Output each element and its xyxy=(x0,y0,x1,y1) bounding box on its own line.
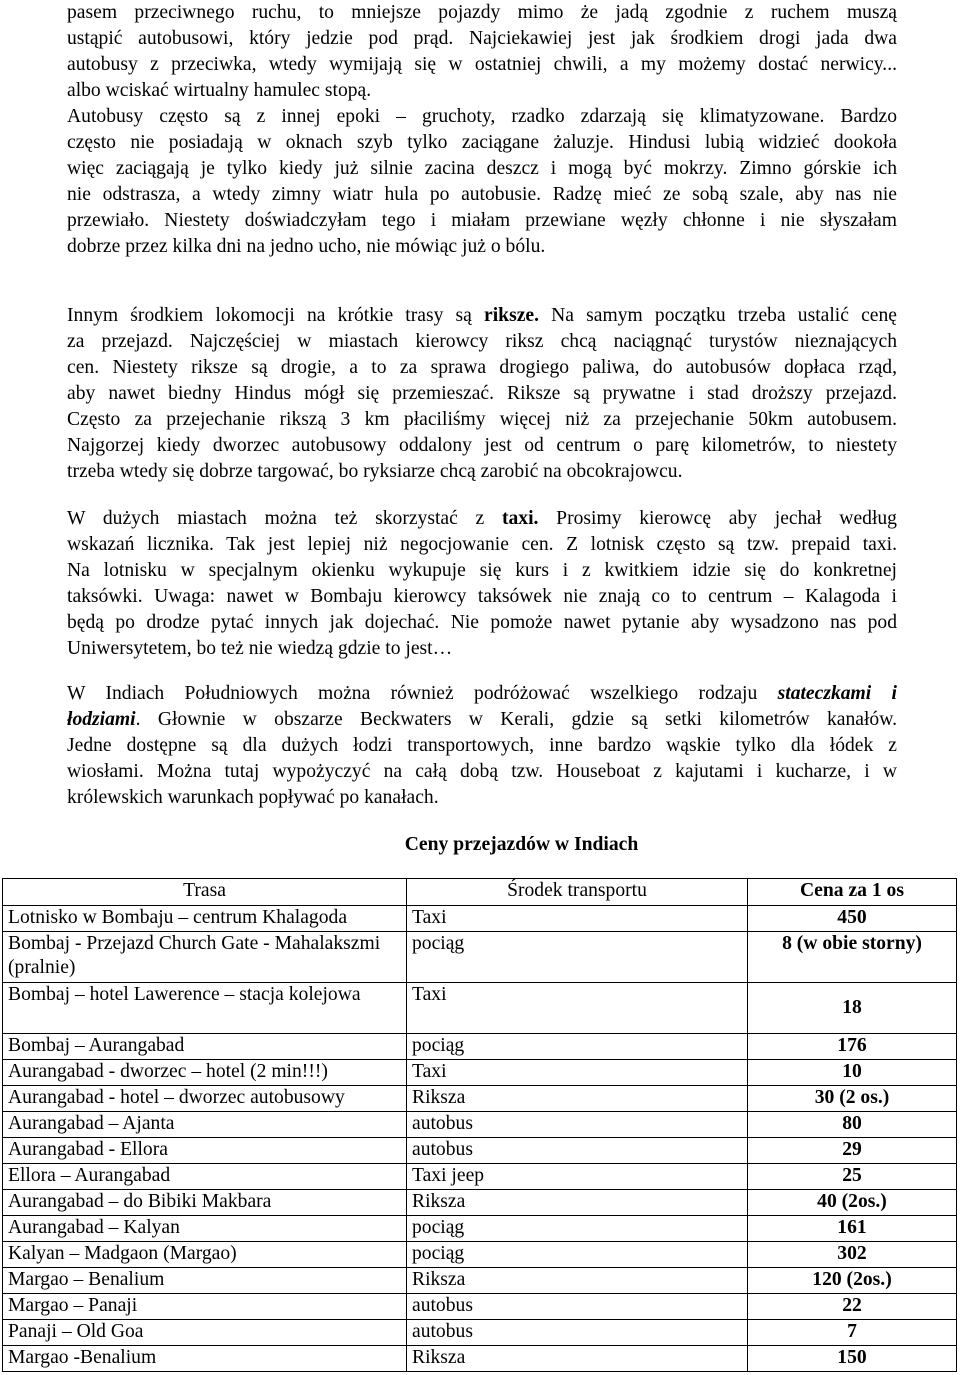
transport-cell: Taxi xyxy=(407,1060,748,1086)
text-line xyxy=(67,681,897,707)
price-cell: 176 xyxy=(748,1034,957,1060)
price-cell: 302 xyxy=(748,1242,957,1268)
text-line: królewskich warunkach popływać po kanałach. xyxy=(67,787,439,808)
text-line: Autobusy często są z innej epoki – gruchoty, rzadko zdarzają się klimatyzowane. Bardzo xyxy=(67,106,897,127)
table-row xyxy=(3,1190,957,1216)
price-cell: 22 xyxy=(748,1294,957,1320)
transport-cell: Riksza xyxy=(407,1346,748,1372)
text-line: albo wciskać wirtualny hamulec stopą. xyxy=(67,80,372,101)
route-cell: Aurangabad – Kalyan xyxy=(3,1216,407,1242)
text-span: Na samym początku trzeba ustalić cenę xyxy=(539,305,897,326)
header-route: Trasa xyxy=(3,879,407,906)
transport-cell: pociąg xyxy=(407,1034,748,1060)
text-line: często nie posiadają w oknach szyb tylko zaciągane żaluzje. Hindusi lubią widzieć dookoła xyxy=(67,132,897,153)
route-cell: Ellora – Aurangabad xyxy=(3,1164,407,1190)
transport-cell: Riksza xyxy=(407,1268,748,1294)
transport-cell: Taxi jeep xyxy=(407,1164,748,1190)
table-row xyxy=(3,932,957,983)
route-cell: Aurangabad - Ellora xyxy=(3,1138,407,1164)
route-cell: Aurangabad - hotel – dworzec autobusowy xyxy=(3,1086,407,1112)
table-row xyxy=(3,1086,957,1112)
price-cell: 29 xyxy=(748,1138,957,1164)
text-line: przewiało. Niestety doświadczyłam tego i miałam przewiane węzły chłonne i nie słyszałam xyxy=(67,210,897,231)
text-line xyxy=(67,707,897,733)
paragraph-taxi xyxy=(67,506,897,662)
text-line xyxy=(67,303,897,329)
price-cell: 30 (2 os.) xyxy=(748,1086,957,1112)
keyword-lodziami: łodziami xyxy=(67,709,136,730)
route-cell: Aurangabad – Ajanta xyxy=(3,1112,407,1138)
header-price: Cena za 1 os xyxy=(748,879,957,906)
paragraph-boats xyxy=(67,681,897,811)
text-line: ustąpić autobusowi, który jedzie pod prąd. Najciekawiej jest jak środkiem drogi jada dwa xyxy=(67,28,897,49)
text-line: Często za przejechanie rikszą 3 km płaciliśmy więcej niż za przejechanie 50km autobusem. xyxy=(67,409,897,430)
price-cell: 7 xyxy=(748,1320,957,1346)
paragraph-rickshaws xyxy=(67,303,897,485)
text-line: wskazań licznika. Tak jest lepiej niż negocjowanie cen. Z lotnisk często są tzw. prepaid taxi. xyxy=(67,534,897,555)
price-cell: 80 xyxy=(748,1112,957,1138)
keyword-stateczkami: stateczkami i xyxy=(777,683,897,704)
table-title: Ceny przejazdów w Indiach xyxy=(404,834,639,855)
price-cell: 8 (w obie storny) xyxy=(748,932,957,983)
price-cell: 161 xyxy=(748,1216,957,1242)
header-transport: Środek transportu xyxy=(407,879,748,906)
table-row xyxy=(3,1216,957,1242)
text-line: trzeba wtedy się dobrze targować, bo ryksiarze chcą zarobić na obcokrajowcu. xyxy=(67,461,683,482)
text-line: Na lotnisku w specjalnym okienku wykupuje się kurs i z kwitkiem idzie się do konkretnej xyxy=(67,560,897,581)
route-cell: Margao – Panaji xyxy=(3,1294,407,1320)
text-line: wiosłami. Można tutaj wypożyczyć na całą dobą tzw. Houseboat z kajutami i kucharze, i w xyxy=(67,761,897,782)
table-row xyxy=(3,983,957,1034)
route-cell: Aurangabad – do Bibiki Makbara xyxy=(3,1190,407,1216)
route-cell: Bombaj – Aurangabad xyxy=(3,1034,407,1060)
table-row xyxy=(3,1320,957,1346)
route-cell: Bombaj - Przejazd Church Gate - Mahalakszmi (pralnie) xyxy=(3,932,407,983)
transport-cell: Riksza xyxy=(407,1086,748,1112)
keyword-taxi: taxi. xyxy=(501,508,539,529)
price-cell: 25 xyxy=(748,1164,957,1190)
table-row xyxy=(3,1034,957,1060)
text-span: . Głownie w obszarze Beckwaters w Kerali, gdzie są setki kilometrów kanałów. xyxy=(135,709,897,730)
transport-cell: pociąg xyxy=(407,1216,748,1242)
route-cell: Kalyan – Madgaon (Margao) xyxy=(3,1242,407,1268)
price-cell: 120 (2os.) xyxy=(748,1268,957,1294)
keyword-riksze: riksze. xyxy=(484,305,539,326)
text-line: Uniwersytetem, bo też nie wiedzą gdzie to jest… xyxy=(67,638,453,659)
transport-cell: pociąg xyxy=(407,1242,748,1268)
route-cell: Panaji – Old Goa xyxy=(3,1320,407,1346)
text-line: pasem przeciwnego ruchu, to mniejsze pojazdy mimo że jadą zgodnie z ruchem muszą xyxy=(67,2,897,23)
table-row xyxy=(3,906,957,932)
text-line: dobrze przez kilka dni na jedno ucho, nie mówiąc już o bólu. xyxy=(67,236,546,257)
route-cell: Margao -Benalium xyxy=(3,1346,407,1372)
table-row xyxy=(3,1242,957,1268)
table-row xyxy=(3,1138,957,1164)
transport-cell: Taxi xyxy=(407,906,748,932)
transport-cell: autobus xyxy=(407,1294,748,1320)
text-line: Najgorzej kiedy dworzec autobusowy oddalony jest od centrum o parę kilometrów, to niestety xyxy=(67,435,897,456)
route-cell: Margao – Benalium xyxy=(3,1268,407,1294)
price-cell: 18 xyxy=(748,983,957,1034)
text-line: taksówki. Uwaga: nawet w Bombaju kierowcy taksówek nie znają co to centrum – Kalagoda i xyxy=(67,586,897,607)
route-cell: Aurangabad - dworzec – hotel (2 min!!!) xyxy=(3,1060,407,1086)
price-cell: 150 xyxy=(748,1346,957,1372)
transport-cell: autobus xyxy=(407,1138,748,1164)
text-line: autobusy z przeciwka, wtedy wymijają się w ostatniej chwili, a my możemy dostać nerwicy... xyxy=(67,54,897,75)
text-line: cen. Niestety riksze są drogie, a to za sprawa drogiego paliwa, do autobusów dopłaca rząd, xyxy=(67,357,897,378)
text-span: Innym środkiem lokomocji na krótkie trasy są xyxy=(67,305,485,326)
table-row xyxy=(3,1294,957,1320)
text-line: będą po drodze pytać innych jak dojechać. Nie pomoże nawet pytanie aby wysadzono nas pod xyxy=(67,612,897,633)
text-line: aby nawet biedny Hindus mógł się przemieszać. Riksze są prywatne i stad droższy przejazd. xyxy=(67,383,897,404)
table-row xyxy=(3,1060,957,1086)
route-cell: Bombaj – hotel Lawerence – stacja kolejowa xyxy=(3,983,407,1034)
price-cell: 450 xyxy=(748,906,957,932)
table-row xyxy=(3,1346,957,1372)
text-line: za przejazd. Najczęściej w miastach kierowcy riksz chcą naciągnąć turystów nieznających xyxy=(67,331,897,352)
text-line: więc zaciągają je tylko kiedy już silnie zacina deszcz i mogą być mokrzy. Zimno górskie ich xyxy=(67,158,897,179)
price-cell: 10 xyxy=(748,1060,957,1086)
text-line: Jedne dostępne są dla dużych łodzi transportowych, inne bardzo wąskie tylko dla łódek z xyxy=(67,735,897,756)
transport-cell: Taxi xyxy=(407,983,748,1034)
transport-cell: pociąg xyxy=(407,932,748,983)
text-span: W dużych miastach można też skorzystać z xyxy=(67,508,502,529)
table-row xyxy=(3,1112,957,1138)
prices-table xyxy=(2,878,957,1372)
paragraph-buses xyxy=(67,0,897,260)
table-row xyxy=(3,1164,957,1190)
text-line: nie odstrasza, a wtedy zimny wiatr hula po autobusie. Radzę mieć ze sobą szale, aby nas nie xyxy=(67,184,897,205)
route-cell: Lotnisko w Bombaju – centrum Khalagoda xyxy=(3,906,407,932)
price-cell: 40 (2os.) xyxy=(748,1190,957,1216)
table-header-row xyxy=(3,879,957,906)
transport-cell: autobus xyxy=(407,1112,748,1138)
text-span: W Indiach Południowych można również podróżować wszelkiego rodzaju xyxy=(67,683,778,704)
transport-cell: autobus xyxy=(407,1320,748,1346)
transport-cell: Riksza xyxy=(407,1190,748,1216)
text-line xyxy=(67,506,897,532)
text-span: Prosimy kierowcę aby jechał według xyxy=(538,508,897,529)
table-row xyxy=(3,1268,957,1294)
